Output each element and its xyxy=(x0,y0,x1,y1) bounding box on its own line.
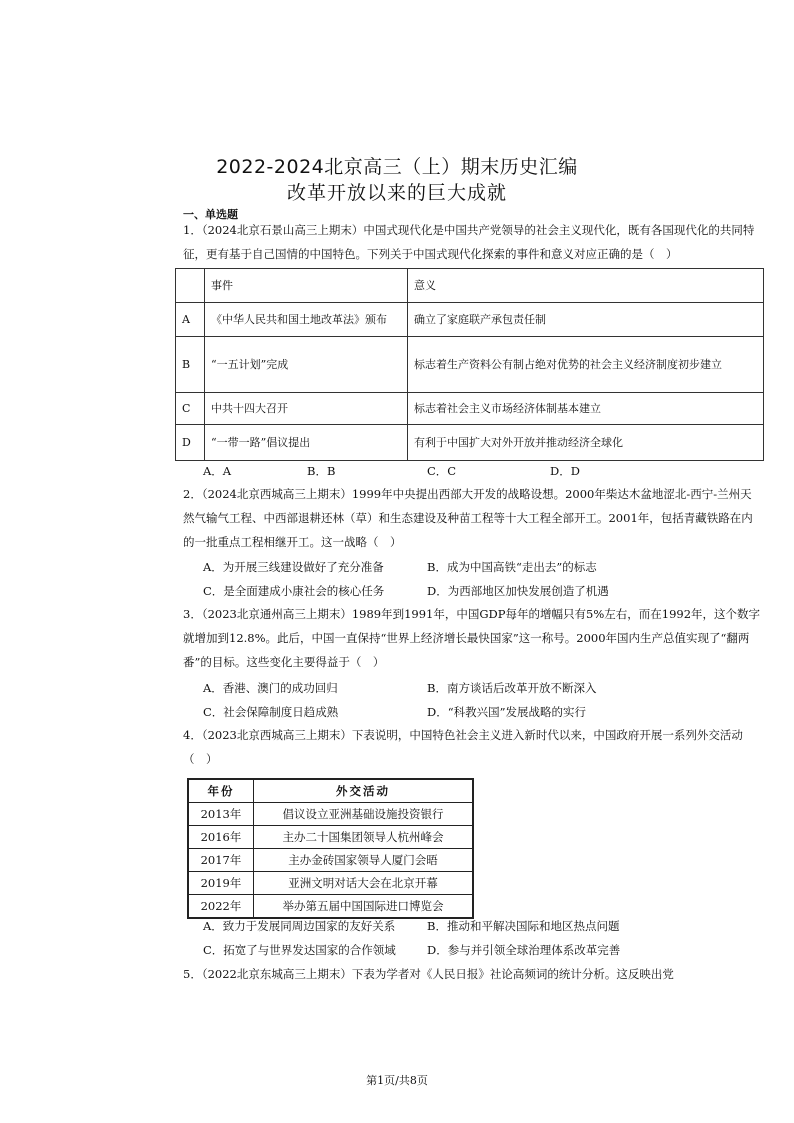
question-4-option-d: D．参与并引领全球治理体系改革完善 xyxy=(427,943,621,957)
table-cell-meaning: 有利于中国扩大对外开放并推动经济全球化 xyxy=(408,425,764,461)
table-row xyxy=(188,803,473,826)
table-row xyxy=(176,393,764,425)
table-header-cell: 意义 xyxy=(408,269,764,303)
question-4-option-c: C．拓宽了与世界发达国家的合作领域 xyxy=(203,943,396,957)
table-header-row xyxy=(188,779,473,803)
question-3-option-b: B．南方谈话后改革开放不断深入 xyxy=(427,681,597,695)
table-cell-year: 2016年 xyxy=(188,826,254,849)
table-cell-key: A xyxy=(176,303,205,337)
question-2-option-d: D．为西部地区加快发展创造了机遇 xyxy=(427,584,609,598)
table-cell-year: 2019年 xyxy=(188,872,254,895)
table-cell-activity: 主办二十国集团领导人杭州峰会 xyxy=(254,826,474,849)
document-subtitle: 改革开放以来的巨大成就 xyxy=(286,182,507,204)
table-header-cell xyxy=(176,269,205,303)
question-1-option-d: D．D xyxy=(550,464,580,478)
question-3-stem: 3．（2023北京通州高三上期末）1989年到1991年，中国GDP每年的增幅只有5%左右，而在1992年，这个数字就增加到12.8%。此后，中国一直保持“世界上经济增长最快国家”这一称号。2000年国内生产总值实现了“翻两番”的目标。这些变化主要得益于（ ） xyxy=(183,607,761,669)
table-row xyxy=(176,303,764,337)
table-cell-activity: 亚洲文明对话大会在北京开幕 xyxy=(254,872,474,895)
question-5-stem: 5．（2022北京东城高三上期末）下表为学者对《人民日报》社论高频词的统计分析。这反映出党 xyxy=(183,967,674,981)
question-3-option-c: C．社会保障制度日趋成熟 xyxy=(203,705,339,719)
table-header-cell: 年份 xyxy=(188,779,254,803)
table-cell-year: 2013年 xyxy=(188,803,254,826)
table-row xyxy=(188,872,473,895)
question-2-option-c: C．是全面建成小康社会的核心任务 xyxy=(203,584,385,598)
table-cell-activity: 举办第五届中国国际进口博览会 xyxy=(254,895,474,919)
table-cell-event: “一五计划”完成 xyxy=(205,337,408,393)
question-1-option-c: C．C xyxy=(427,464,457,478)
table-row xyxy=(188,895,473,919)
document-title: 2022-2024北京高三（上）期末历史汇编 xyxy=(216,156,578,178)
question-4-option-a: A．致力于发展同周边国家的友好关系 xyxy=(203,919,396,933)
question-4-stem: 4．（2023北京西城高三上期末）下表说明，中国特色社会主义进入新时代以来，中国政府开展一系列外交活动（ ） xyxy=(183,728,743,766)
table-header-row xyxy=(176,269,764,303)
table-row xyxy=(176,425,764,461)
table-cell-meaning: 标志着社会主义市场经济体制基本建立 xyxy=(408,393,764,425)
table-cell-key: D xyxy=(176,425,205,461)
question-2-option-b: B．成为中国高铁“走出去”的标志 xyxy=(427,560,597,574)
section-heading: 一、单选题 xyxy=(183,208,238,221)
question-1-option-a: A．A xyxy=(203,464,232,478)
table-cell-key: B xyxy=(176,337,205,393)
question-1-stem: 1．（2024北京石景山高三上期末）中国式现代化是中国共产党领导的社会主义现代化，既有各国现代化的共同特征，更有基于自己国情的中国特色。下列关于中国式现代化探索的事件和意义对应正确的是（ ） xyxy=(183,223,755,261)
table-cell-year: 2022年 xyxy=(188,895,254,919)
table-row xyxy=(188,826,473,849)
question-2-stem: 2．（2024北京西城高三上期末）1999年中央提出西部大开发的战略设想。2000年柴达木盆地涩北-西宁-兰州天然气输气工程、中西部退耕还林（草）和生态建设及种苗工程等十大工程全部开工。2001年，包括青藏铁路在内的一批重点工程相继开工。这一战略（ ） xyxy=(183,487,753,549)
table-row xyxy=(188,849,473,872)
question-3-option-d: D．“科教兴国”发展战略的实行 xyxy=(427,705,586,719)
table-row xyxy=(176,337,764,393)
question-2-option-a: A．为开展三线建设做好了充分准备 xyxy=(203,560,384,574)
table-cell-activity: 主办金砖国家领导人厦门会晤 xyxy=(254,849,474,872)
page-number: 第1页/共8页 xyxy=(366,1074,428,1087)
question-4-table xyxy=(187,778,474,919)
table-cell-event: 中共十四大召开 xyxy=(205,393,408,425)
question-1-table xyxy=(175,268,764,461)
question-1-option-b: B．B xyxy=(307,464,336,478)
table-cell-event: “一带一路”倡议提出 xyxy=(205,425,408,461)
table-cell-year: 2017年 xyxy=(188,849,254,872)
table-cell-key: C xyxy=(176,393,205,425)
table-cell-event: 《中华人民共和国土地改革法》颁布 xyxy=(205,303,408,337)
table-header-cell: 事件 xyxy=(205,269,408,303)
table-cell-meaning: 确立了家庭联产承包责任制 xyxy=(408,303,764,337)
table-cell-meaning: 标志着生产资料公有制占绝对优势的社会主义经济制度初步建立 xyxy=(408,337,764,393)
table-header-cell: 外交活动 xyxy=(254,779,474,803)
question-4-option-b: B．推动和平解决国际和地区热点问题 xyxy=(427,919,620,933)
question-3-option-a: A．香港、澳门的成功回归 xyxy=(203,681,338,695)
table-cell-activity: 倡议设立亚洲基础设施投资银行 xyxy=(254,803,474,826)
